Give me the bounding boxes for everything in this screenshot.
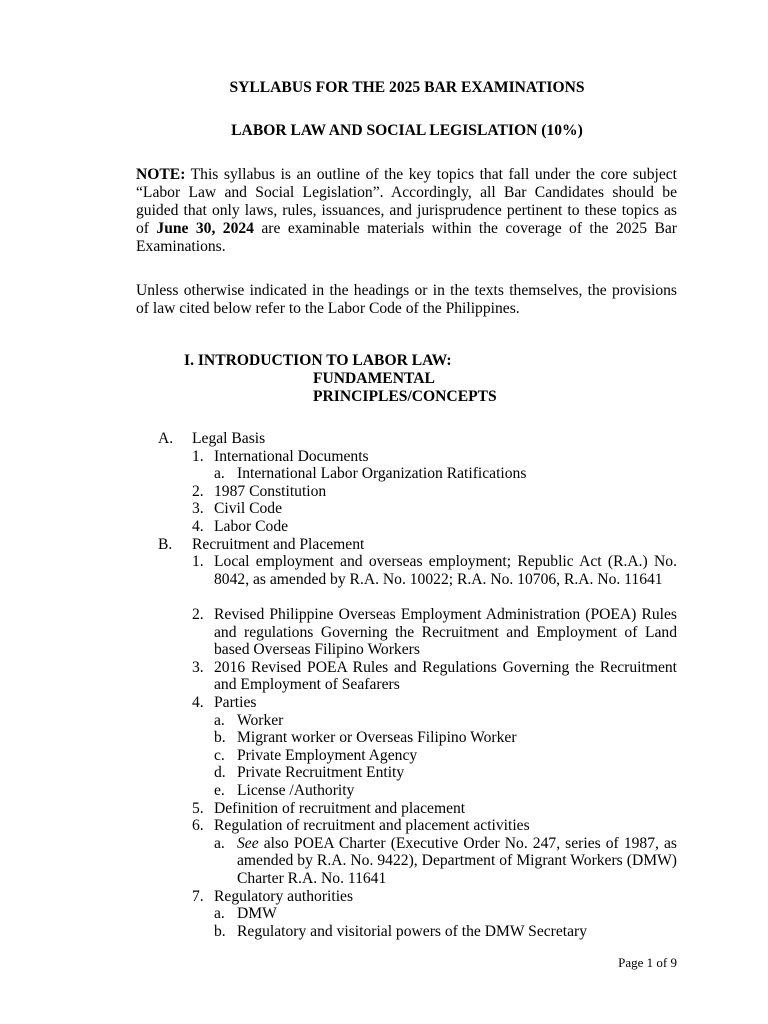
outline-item-text: Parties xyxy=(214,694,257,711)
outline-item-text: Definition of recruitment and placement xyxy=(214,799,466,817)
outline-item-marker: 7. xyxy=(192,887,204,905)
outline-item-marker: 5. xyxy=(192,799,204,817)
section-heading-line3: PRINCIPLES/CONCEPTS xyxy=(313,388,497,405)
outline-item-marker: 3. xyxy=(192,500,204,518)
outline-item-text: Worker xyxy=(237,711,284,729)
note-paragraph xyxy=(136,166,677,256)
outline-item-marker: a. xyxy=(214,465,225,483)
outline-item-marker: a. xyxy=(214,711,225,729)
outline-item-marker: A. xyxy=(158,430,174,447)
outline-item-text: Labor Code xyxy=(214,518,289,535)
outline-item-marker: 1. xyxy=(192,447,204,465)
outline-item-text: International Documents xyxy=(214,447,369,465)
note-text-after-date: are examinable materials within the coverage of the 2025 Bar Examinations. xyxy=(136,220,677,255)
outline-item-marker: B. xyxy=(158,535,173,553)
outline-item-text: Regulation of recruitment and placement activities xyxy=(214,817,530,835)
outline-item-text: 1987 Constitution xyxy=(214,482,327,500)
section-heading xyxy=(184,352,497,406)
outline-item-marker: 2. xyxy=(192,482,204,500)
outline-item-text xyxy=(237,835,677,888)
outline-item-text: License /Authority xyxy=(237,782,355,799)
page-number: Page 1 of 9 xyxy=(618,955,677,970)
outline-item-text-rest: also POEA Charter (Executive Order No. 247, series of 1987, as amended by R.A. No. 9422), Department of Migrant Workers (DMW) Charter R.A. No. 11641 xyxy=(237,834,677,887)
outline-item-text: 2016 Revised POEA Rules and Regulations Governing the Recruitment and Employment of Seafarers xyxy=(214,658,677,694)
outline-item-marker: 1. xyxy=(192,553,204,571)
outline-item-text: Regulatory authorities xyxy=(214,887,354,905)
outline-item-text: Recruitment and Placement xyxy=(192,535,365,553)
outline-item-marker: a. xyxy=(214,905,225,923)
outline-item-marker: 3. xyxy=(192,658,204,676)
outline-item-marker: 4. xyxy=(192,694,204,711)
unless-paragraph: Unless otherwise indicated in the headings or in the texts themselves, the provisions of law cited below refer to the Labor Code of the Philippines. xyxy=(136,282,677,317)
note-text-before-date: This syllabus is an outline of the key topics that fall under the core subject “Labor Law and Social Legislation”. Accordingly, all Bar Candidates should be guided that only laws, rules, issuances, and jurisprudence pertinent to these topics as of xyxy=(136,166,677,237)
note-label: NOTE: xyxy=(136,166,186,183)
note-date: June 30, 2024 xyxy=(156,220,254,237)
section-heading-line1: I. INTRODUCTION TO LABOR LAW: xyxy=(184,352,452,369)
outline-item-text: Regulatory and visitorial powers of the DMW Secretary xyxy=(237,922,588,940)
outline-item-marker: d. xyxy=(214,764,226,782)
outline-item-text: Revised Philippine Overseas Employment Administration (POEA) Rules and regulations Governing the Recruitment and Employment of Land based Overseas Filipino Workers xyxy=(214,606,677,659)
outline-item-marker: c. xyxy=(214,746,225,764)
outline-item-marker: 6. xyxy=(192,817,204,835)
outline-item-text: DMW xyxy=(237,905,277,923)
outline-item-text: Civil Code xyxy=(214,500,283,518)
outline-item-marker: b. xyxy=(214,922,226,940)
outline-item-text: Migrant worker or Overseas Filipino Worker xyxy=(237,729,517,747)
outline-item-marker: a. xyxy=(214,834,225,852)
outline-item-marker: e. xyxy=(214,782,225,799)
outline-item-text: International Labor Organization Ratifications xyxy=(237,465,527,483)
document-title: SYLLABUS FOR THE 2025 BAR EXAMINATIONS xyxy=(229,79,585,96)
section-heading-line2: FUNDAMENTAL xyxy=(313,370,435,387)
outline-item-text: Private Employment Agency xyxy=(237,746,418,764)
document-subtitle: LABOR LAW AND SOCIAL LEGISLATION (10%) xyxy=(231,122,583,139)
outline-item-marker: 2. xyxy=(192,606,204,623)
outline-item-marker: b. xyxy=(214,729,226,747)
outline-item-italic-prefix: See xyxy=(237,834,259,852)
outline-item-text: Legal Basis xyxy=(192,430,266,447)
outline-item-marker: 4. xyxy=(192,518,204,535)
outline-item-text: Private Recruitment Entity xyxy=(237,764,405,782)
outline-item-text: Local employment and overseas employment; Republic Act (R.A.) No. 8042, as amended by R.A. No. 10022; R.A. No. 10706, R.A. No. 11641 xyxy=(214,553,677,588)
